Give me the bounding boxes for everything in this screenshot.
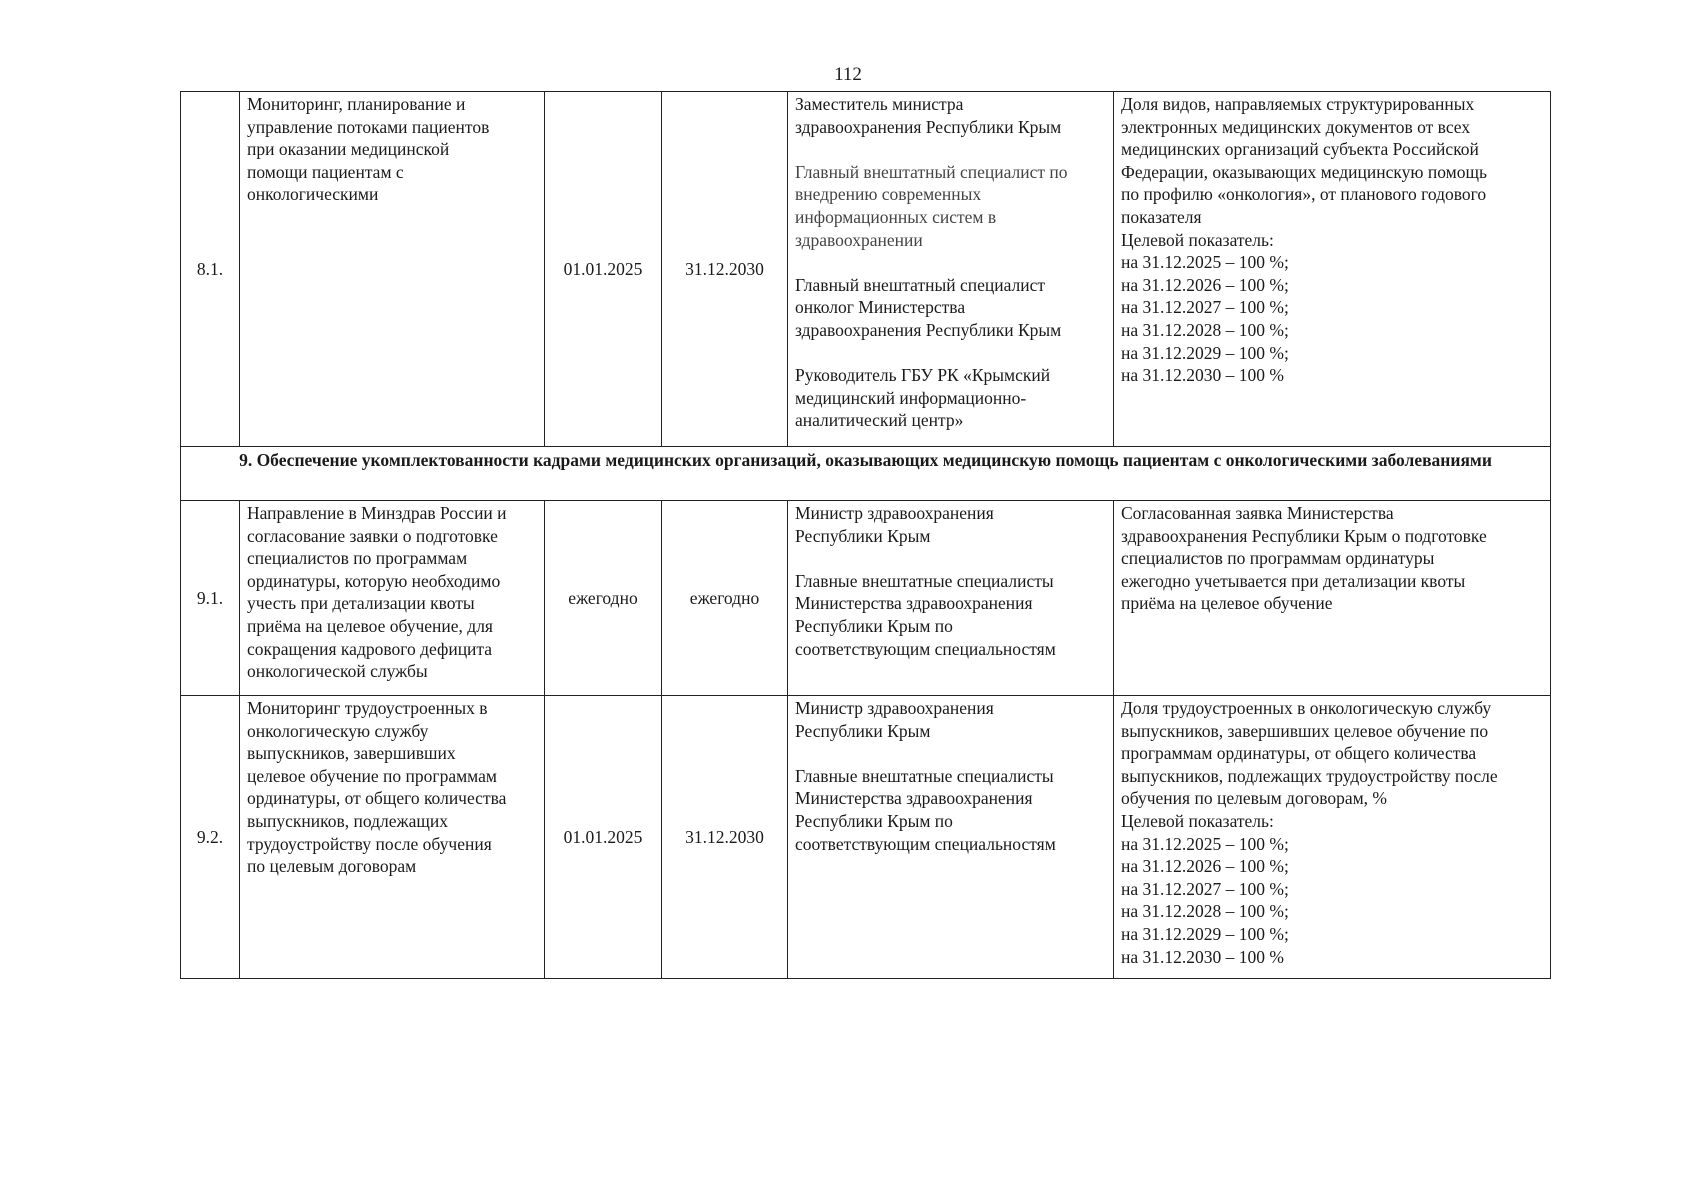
activity-line: Мониторинг трудоустроенных в bbox=[247, 698, 488, 718]
activity-line: целевое обучение по программам bbox=[247, 765, 497, 786]
responsible-line: Республики Крым bbox=[795, 720, 931, 741]
activity-line: онкологическими bbox=[247, 184, 379, 205]
spacer bbox=[795, 138, 1110, 161]
result-line: Согласованная заявка Министерства bbox=[1121, 503, 1394, 523]
result-line: на 31.12.2028 – 100 %; bbox=[1121, 901, 1289, 922]
activity-cell bbox=[240, 696, 545, 979]
responsible-line: Главный внештатный специалист по bbox=[795, 161, 1068, 182]
result-line: Целевой показатель: bbox=[1121, 229, 1274, 250]
activity-line: онкологическую службу bbox=[247, 720, 429, 741]
responsible-line: информационных систем в bbox=[795, 206, 997, 227]
result-cell bbox=[1114, 92, 1551, 447]
activity-table bbox=[180, 91, 1551, 979]
result-line: на 31.12.2030 – 100 % bbox=[1121, 946, 1284, 967]
result-line: ежегодно учетывается при детализации квоты bbox=[1121, 570, 1466, 591]
result-cell bbox=[1114, 696, 1551, 979]
responsible-line: здравоохранения Республики Крым bbox=[795, 319, 1062, 340]
responsible-line: здравоохранения Республики Крым bbox=[795, 116, 1062, 137]
activity-line: специалистов по программам bbox=[247, 548, 468, 569]
result-line: обучения по целевым договорам, % bbox=[1121, 788, 1388, 809]
start-date: ежегодно bbox=[545, 501, 662, 696]
result-line: на 31.12.2025 – 100 %; bbox=[1121, 833, 1289, 854]
responsible-cell bbox=[788, 696, 1114, 979]
responsible-line: Министерства здравоохранения bbox=[795, 788, 1033, 809]
responsible-line: внедрению современных bbox=[795, 184, 982, 205]
result-line: приёма на целевое обучение bbox=[1121, 593, 1333, 614]
activity-line: учесть при детализации квоты bbox=[247, 593, 475, 614]
start-date: 01.01.2025 bbox=[545, 92, 662, 447]
result-line: выпускников, завершивших целевое обучение по bbox=[1121, 720, 1489, 741]
responsible-line: медицинский информационно- bbox=[795, 387, 1027, 408]
result-line: на 31.12.2026 – 100 %; bbox=[1121, 856, 1289, 877]
result-line: специалистов по программам ординатуры bbox=[1121, 548, 1435, 569]
responsible-line: Главный внештатный специалист bbox=[795, 274, 1046, 295]
activity-cell bbox=[240, 501, 545, 696]
table-row-9-1 bbox=[181, 501, 1551, 696]
result-line: показателя bbox=[1121, 206, 1202, 227]
responsible-cell bbox=[788, 501, 1114, 696]
section-header-row bbox=[181, 447, 1551, 501]
row-number: 8.1. bbox=[181, 92, 240, 447]
end-date: 31.12.2030 bbox=[662, 92, 788, 447]
spacer bbox=[795, 742, 1110, 765]
result-line: Целевой показатель: bbox=[1121, 810, 1274, 831]
row-number: 9.1. bbox=[181, 501, 240, 696]
result-line: на 31.12.2029 – 100 %; bbox=[1121, 923, 1289, 944]
end-date: 31.12.2030 bbox=[662, 696, 788, 979]
result-line: здравоохранения Республики Крым о подготовке bbox=[1121, 525, 1487, 546]
responsible-line: Главные внештатные специалисты bbox=[795, 570, 1054, 591]
responsible-line: здравоохранении bbox=[795, 229, 923, 250]
activity-line: Направление в Минздрав России и bbox=[247, 503, 507, 523]
activity-line: помощи пациентам с bbox=[247, 161, 404, 182]
responsible-line: Республики Крым по bbox=[795, 615, 953, 636]
result-line: медицинских организаций субъекта Российской bbox=[1121, 139, 1479, 160]
result-line: на 31.12.2027 – 100 %; bbox=[1121, 878, 1289, 899]
responsible-line: онколог Министерства bbox=[795, 297, 966, 318]
activity-line: выпускников, завершивших bbox=[247, 743, 456, 764]
responsible-line: Министр здравоохранения bbox=[795, 503, 994, 523]
responsible-line: Главные внештатные специалисты bbox=[795, 765, 1054, 786]
spacer bbox=[795, 547, 1110, 570]
result-line: электронных медицинских документов от всех bbox=[1121, 116, 1471, 137]
result-cell bbox=[1114, 501, 1551, 696]
page-number: 112 bbox=[834, 64, 862, 85]
section-title: 9. Обеспечение укомплектованности кадрами медицинских организаций, оказывающих медицинскую помощь пациентам с онкологическими заболеваниями bbox=[181, 447, 1551, 501]
spacer bbox=[795, 251, 1110, 274]
responsible-line: Руководитель ГБУ РК «Крымский bbox=[795, 365, 1051, 386]
activity-line: ординатуры, от общего количества bbox=[247, 788, 507, 809]
start-date: 01.01.2025 bbox=[545, 696, 662, 979]
activity-line: онкологической службы bbox=[247, 661, 428, 682]
result-line: на 31.12.2030 – 100 % bbox=[1121, 365, 1284, 386]
result-line: на 31.12.2028 – 100 %; bbox=[1121, 319, 1289, 340]
activity-line: по целевым договорам bbox=[247, 856, 417, 877]
responsible-line: Республики Крым по bbox=[795, 810, 953, 831]
result-line: на 31.12.2027 – 100 %; bbox=[1121, 297, 1289, 318]
activity-line: при оказании медицинской bbox=[247, 139, 450, 160]
spacer bbox=[795, 342, 1110, 365]
responsible-cell bbox=[788, 92, 1114, 447]
activity-line: приёма на целевое обучение, для bbox=[247, 615, 493, 636]
row-number: 9.2. bbox=[181, 696, 240, 979]
result-line: Доля видов, направляемых структурированных bbox=[1121, 94, 1475, 114]
responsible-line: Заместитель министра bbox=[795, 94, 964, 114]
table-row-9-2 bbox=[181, 696, 1551, 979]
result-line: на 31.12.2025 – 100 %; bbox=[1121, 252, 1289, 273]
responsible-line: аналитический центр» bbox=[795, 410, 964, 431]
result-line: Доля трудоустроенных в онкологическую службу bbox=[1121, 698, 1492, 718]
activity-line: ординатуры, которую необходимо bbox=[247, 570, 501, 591]
result-line: Федерации, оказывающих медицинскую помощь bbox=[1121, 161, 1487, 182]
activity-line: сокращения кадрового дефицита bbox=[247, 638, 493, 659]
end-date: ежегодно bbox=[662, 501, 788, 696]
responsible-line: Министр здравоохранения bbox=[795, 698, 994, 718]
result-line: на 31.12.2026 – 100 %; bbox=[1121, 274, 1289, 295]
result-line: программам ординатуры, от общего количества bbox=[1121, 743, 1477, 764]
activity-line: согласование заявки о подготовке bbox=[247, 525, 498, 546]
result-line: на 31.12.2029 – 100 %; bbox=[1121, 342, 1289, 363]
responsible-line: соответствующим специальностям bbox=[795, 638, 1056, 659]
activity-line: выпускников, подлежащих bbox=[247, 810, 448, 831]
result-line: выпускников, подлежащих трудоустройству после bbox=[1121, 765, 1498, 786]
responsible-line: Министерства здравоохранения bbox=[795, 593, 1033, 614]
responsible-line: Республики Крым bbox=[795, 525, 931, 546]
result-line: по профилю «онкология», от планового годового bbox=[1121, 184, 1487, 205]
activity-line: управление потоками пациентов bbox=[247, 116, 490, 137]
table-row-8-1 bbox=[181, 92, 1551, 447]
activity-cell bbox=[240, 92, 545, 447]
responsible-line: соответствующим специальностям bbox=[795, 833, 1056, 854]
activity-line: Мониторинг, планирование и bbox=[247, 94, 466, 114]
activity-line: трудоустройству после обучения bbox=[247, 833, 492, 854]
